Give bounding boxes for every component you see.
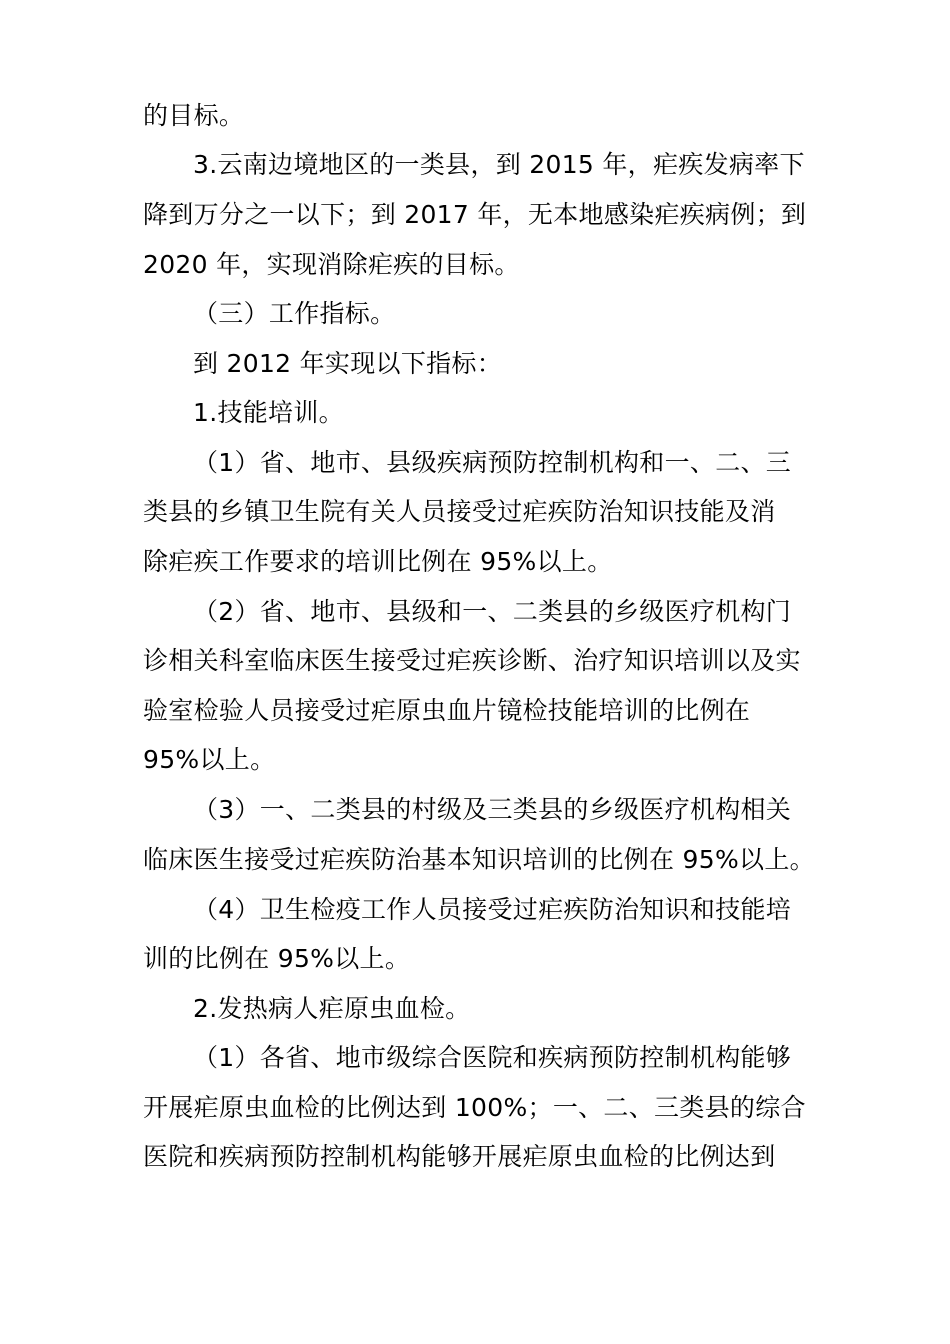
text-line: 类县的乡镇卫生院有关人员接受过疟疾防治知识技能及消 xyxy=(143,497,776,526)
text-line: 到 2012 年实现以下指标： xyxy=(193,349,503,378)
text-line: 95%以上。 xyxy=(143,745,276,774)
text-line: 训的比例在 95%以上。 xyxy=(143,944,411,973)
text-line: （3）一、二类县的村级及三类县的乡级医疗机构相关 xyxy=(193,795,792,824)
text-line: 2020 年，实现消除疟疾的目标。 xyxy=(143,250,520,279)
subsection-heading: 2.发热病人疟原虫血检。 xyxy=(193,994,471,1023)
text-line: 除疟疾工作要求的培训比例在 95%以上。 xyxy=(143,547,613,576)
text-line: 降到万分之一以下；到 2017 年，无本地感染疟疾病例；到 xyxy=(143,200,807,229)
text-line: （4）卫生检疫工作人员接受过疟疾防治知识和技能培 xyxy=(193,895,792,924)
section-heading: （三）工作指标。 xyxy=(193,299,396,328)
text-line: 临床医生接受过疟疾防治基本知识培训的比例在 95%以上。 xyxy=(143,845,815,874)
text-line: 验室检验人员接受过疟原虫血片镜检技能培训的比例在 xyxy=(143,696,751,725)
text-line: 的目标。 xyxy=(143,101,245,130)
text-line: 3.云南边境地区的一类县，到 2015 年，疟疾发病率下 xyxy=(193,150,805,179)
text-line: （1）各省、地市级综合医院和疾病预防控制机构能够 xyxy=(193,1043,792,1072)
subsection-heading: 1.技能培训。 xyxy=(193,398,344,427)
text-line: 开展疟原虫血检的比例达到 100%；一、二、三类县的综合 xyxy=(143,1093,806,1122)
text-line: （2）省、地市、县级和一、二类县的乡级医疗机构门 xyxy=(193,597,792,626)
text-line: （1）省、地市、县级疾病预防控制机构和一、二、三 xyxy=(193,448,792,477)
text-line: 医院和疾病预防控制机构能够开展疟原虫血检的比例达到 xyxy=(143,1142,776,1171)
text-line: 诊相关科室临床医生接受过疟疾诊断、治疗知识培训以及实 xyxy=(143,646,801,675)
